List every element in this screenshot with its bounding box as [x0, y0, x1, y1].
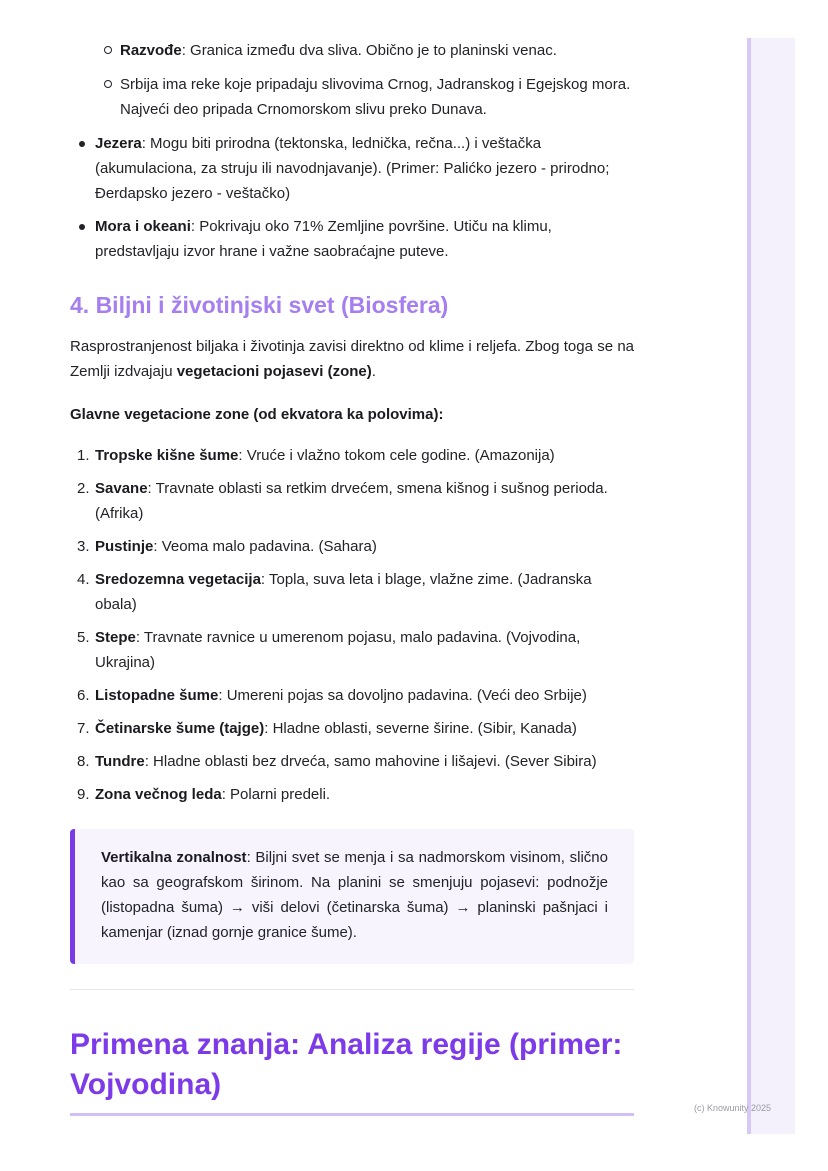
term: Mora i okeani: [95, 218, 191, 235]
copyright-footer: (c) Knowunity 2025: [694, 1103, 772, 1113]
term: Tropske kišne šume: [95, 447, 239, 464]
term: Listopadne šume: [95, 687, 219, 704]
term: Jezera: [95, 135, 142, 152]
item-text: : Pokrivaju oko 71% Zemljine površine. Utiču na klimu, predstavljaju izvor hrane i važne saobraćajne puteve.: [95, 218, 552, 260]
document-content: [70, 38, 634, 1116]
zone-item: [70, 534, 634, 559]
term: Sredozemna vegetacija: [95, 571, 261, 588]
zone-item: [70, 443, 634, 468]
section-divider: [70, 989, 634, 990]
page-side-panel: [747, 38, 795, 1134]
item-text: : Hladne oblasti, severne širine. (Sibir, Kanada): [264, 720, 577, 737]
item-text: : Hladne oblasti bez drveća, samo mahovine i lišajevi. (Sever Sibira): [144, 753, 597, 770]
sub-list-item: [70, 72, 634, 122]
hollow-bullet-icon: [104, 80, 112, 88]
list-item: [70, 214, 634, 264]
item-number: 4.: [77, 571, 90, 588]
zone-item: [70, 683, 634, 708]
section-heading: 4. Biljni i životinjski svet (Biosfera): [70, 292, 449, 318]
item-number: 6.: [77, 687, 90, 704]
term: Stepe: [95, 629, 136, 646]
zone-item: [70, 749, 634, 774]
term: Četinarske šume (tajge): [95, 720, 265, 737]
item-text: : Vruće i vlažno tokom cele godine. (Amazonija): [238, 447, 555, 464]
intro-term: vegetacioni pojasevi (zone): [176, 363, 372, 380]
item-text: : Travnate ravnice u umerenom pojasu, malo padavina. (Vojvodina, Ukrajina): [95, 629, 581, 671]
item-number: 7.: [77, 720, 90, 737]
item-number: 9.: [77, 786, 90, 803]
list-item: [70, 131, 634, 206]
item-number: 3.: [77, 538, 90, 555]
subheading: Glavne vegetacione zone (od ekvatora ka polovima):: [70, 406, 444, 423]
vegetation-zones-list: [70, 443, 634, 807]
term: Savane: [95, 480, 148, 497]
term: Zona večnog leda: [95, 786, 222, 803]
bullet-list: [70, 131, 634, 264]
term: Pustinje: [95, 538, 154, 555]
callout-term: Vertikalna zonalnost: [101, 849, 247, 866]
sub-list-item: [70, 38, 634, 63]
zone-item: [70, 625, 634, 675]
item-text: : Topla, suva leta i blage, vlažne zime. (Jadranska obala): [95, 571, 592, 613]
callout-text: : Biljni svet se menja i sa nadmorskom visinom, slično kao sa geografskom širinom. Na planini se smenjuju pojasevi: podnožje (listopadna šuma) → viši delovi (četinarska šuma) → planinski pašnjaci i kamenjar (iznad gornje granice šume).: [101, 849, 608, 941]
sub-bullet-list: [70, 38, 634, 122]
item-number: 8.: [77, 753, 90, 770]
item-number: 1.: [77, 447, 90, 464]
item-number: 2.: [77, 480, 90, 497]
item-text: : Granica između dva sliva. Obično je to planinski venac.: [181, 42, 557, 59]
intro-end: .: [371, 363, 376, 380]
item-text: : Mogu biti prirodna (tektonska, lednička, rečna...) i veštačka (akumulaciona, za struju ili navodnjavanje). (Primer: Palićko jezero - prirodno; Đerdapsko jezero - veštačko): [95, 135, 610, 202]
item-text: : Travnate oblasti sa retkim drvećem, smena kišnog i sušnog perioda. (Afrika): [95, 480, 608, 522]
item-text: : Veoma malo padavina. (Sahara): [153, 538, 377, 555]
callout-box: [70, 829, 634, 964]
intro-paragraph: [70, 334, 634, 384]
item-text: : Umereni pojas sa dovoljno padavina. (Veći deo Srbije): [218, 687, 587, 704]
item-text: Srbija ima reke koje pripadaju slivovima Crnog, Jadranskog i Egejskog mora. Najveći deo pripada Crnomorskom slivu preko Dunava.: [120, 76, 631, 118]
bullet-icon: [79, 141, 85, 147]
term: Tundre: [95, 753, 145, 770]
item-number: 5.: [77, 629, 90, 646]
intro-text: Rasprostranjenost biljaka i životinja zavisi direktno od klime i reljefa. Zbog toga se na Zemlji izdvajaju: [70, 338, 634, 380]
bullet-icon: [79, 224, 85, 230]
zone-item: [70, 567, 634, 617]
zone-item: [70, 782, 634, 807]
hollow-bullet-icon: [104, 46, 112, 54]
next-section-title: Primena znanja: Analiza regije (primer: Vojvodina): [70, 1025, 634, 1116]
zone-item: [70, 476, 634, 526]
term: Razvođe: [120, 42, 182, 59]
zone-item: [70, 716, 634, 741]
item-text: : Polarni predeli.: [221, 786, 331, 803]
